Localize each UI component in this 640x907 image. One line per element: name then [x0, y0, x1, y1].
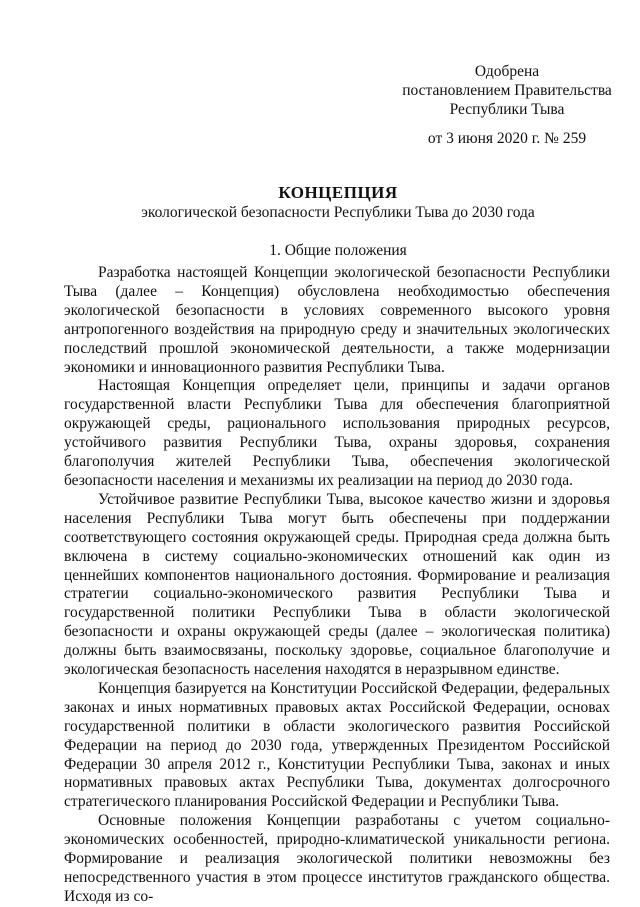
- document-body: [64, 264, 610, 907]
- approval-block: [392, 62, 622, 148]
- paragraph: Разработка настоящей Концепции экологической безопасности Республики Тыва (далее – Концепция) обусловлена необходимостью обеспечения экологической безопасности в условиях современного высокого уровня антропогенного воздействия на природную среду и значительных экологических последствий прошлой экономической деятельности, а также модернизации экономики и инновационного развития Республики Тыва.: [64, 264, 610, 376]
- approval-date: от 3 июня 2020 г. № 259: [427, 130, 587, 147]
- title-block: [68, 183, 608, 261]
- section-heading: 1. Общие положения: [269, 242, 407, 259]
- paragraph: Основные положения Концепции разработаны с учетом социально-экономических особенностей, природно-климатической уникальности региона. Формирование и реализация экологической политики невозможны без непосредственного участия в этом процессе институтов гражданского общества. Исходя из со-: [64, 812, 610, 905]
- paragraph: Настоящая Концепция определяет цели, принципы и задачи органов государственной власти Республики Тыва для обеспечения благоприятной окружающей среды, рационального использования природных ресурсов, устойчивого развития Республики Тыва, охраны здоровья, сохранения благополучия жителей Республики Тыва, обеспечения экологической безопасности населения и механизмы их реализации на период до 2030 года.: [64, 377, 610, 489]
- paragraph: Устойчивое развитие Республики Тыва, высокое качество жизни и здоровья населения Республики Тыва могут быть обеспечены при поддержании соответствующего состояния окружающей среды. Природная среда должна быть включена в систему социально-экономических отношений как один из ценнейших компонентов национального достояния. Формирование и реализация стратегии социально-экономического развития Республики Тыва и государственной политики Республики Тыва в области экологической безопасности и охраны окружающей среды (далее – экологическая политика) должны быть взаимосвязаны, поскольку здоровье, социальное благополучие и экологическая безопасность населения находятся в неразрывном единстве.: [64, 490, 610, 679]
- document-title: КОНЦЕПЦИЯ: [278, 183, 398, 202]
- approval-by: постановлением Правительства: [402, 82, 612, 99]
- paragraph: Концепция базируется на Конституции Российской Федерации, федеральных законах и иных нормативных правовых актах Российской Федерации, основах государственной политики в области экологического развития Российской Федерации на период до 2030 года, утвержденных Президентом Российской Федерации 30 апреля 2012 г., Конституции Республики Тыва, законах и иных нормативных правовых актах Республики Тыва, документах долгосрочного стратегического планирования Российской Федерации и Республики Тыва.: [64, 679, 610, 811]
- document-subtitle: экологической безопасности Республики Тыва до 2030 года: [141, 204, 535, 221]
- approval-authority: Республики Тыва: [449, 101, 565, 118]
- approval-status: Одобрена: [474, 63, 540, 80]
